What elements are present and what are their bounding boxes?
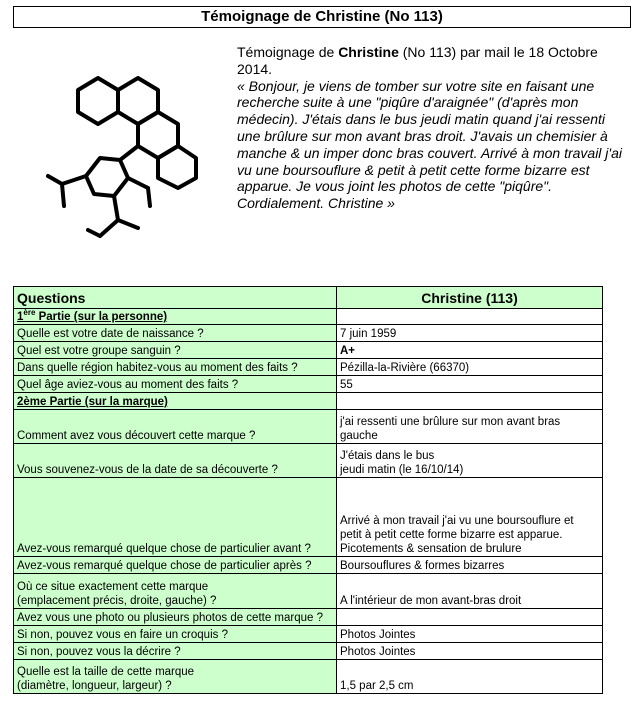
question-cell: Quelle est votre date de naissance ?: [14, 325, 337, 342]
table-row: [14, 574, 603, 609]
question-cell: Quel âge aviez-vous au moment des faits ?: [14, 376, 337, 393]
table-header-row: [14, 287, 603, 309]
table-row: [14, 643, 603, 660]
section-1-title: 1ère Partie (sur la personne): [14, 309, 337, 325]
table-row: [14, 660, 603, 694]
question-cell: Quel est votre groupe sanguin ?: [14, 342, 337, 359]
question-cell: Si non, pouvez vous en faire un croquis ?: [14, 626, 337, 643]
question-cell: Quelle est la taille de cette marque (diamètre, longueur, largeur) ?: [14, 660, 337, 694]
intro-prefix: Témoignage de: [237, 44, 339, 60]
page-title: Témoignage de Christine (No 113): [13, 6, 631, 28]
header-questions: Questions: [14, 287, 337, 309]
section-row: [14, 309, 603, 325]
testimony-quote: « Bonjour, je viens de tomber sur votre site en faisant une recherche suite à une "piqûre d'araignée" (d'après mon médecin). J'étais dans le bus jeudi matin quand j'ai ressenti une brûlure sur mon avant bras droit. J'avais un chemisier à manche & un imper donc bras couvert. Arrivé à mon travail j'ai vu une boursouflure & petit à petit cette forme bizarre est apparue. Je vous joint les photos de cette "piqûre". Cordialement. Christine »: [237, 77, 622, 212]
answer-cell: Boursouflures & formes bizarres: [337, 557, 603, 574]
molecule-illustration: [38, 60, 218, 250]
intro-suffix: (No 113) par mail le 18 Octobre 2014.: [237, 44, 598, 77]
table-row: [14, 359, 603, 376]
answer-cell: Photos Jointes: [337, 626, 603, 643]
answer-cell: Arrivé à mon travail j'ai vu une boursouflure et petit à petit cette forme bizarre est apparue. Picotements & sensation de brulure: [337, 478, 603, 557]
answer-cell: Pézilla-la-Rivière (66370): [337, 359, 603, 376]
question-cell: Avez-vous remarqué quelque chose de particulier avant ?: [14, 478, 337, 557]
answer-cell: j'ai ressenti une brûlure sur mon avant bras gauche: [337, 410, 603, 444]
testimony-intro: [237, 44, 632, 212]
table-row: [14, 410, 603, 444]
table-row: [14, 376, 603, 393]
table-row: [14, 609, 603, 626]
intro-name: Christine: [338, 44, 399, 60]
answer-cell: 7 juin 1959: [337, 325, 603, 342]
answer-cell: 1,5 par 2,5 cm: [337, 660, 603, 694]
answer-cell: 55: [337, 376, 603, 393]
question-cell: Si non, pouvez vous la décrire ?: [14, 643, 337, 660]
answer-cell: [337, 609, 603, 626]
question-cell: Où ce situe exactement cette marque (emplacement précis, droite, gauche) ?: [14, 574, 337, 609]
question-cell: Dans quelle région habitez-vous au moment des faits ?: [14, 359, 337, 376]
answer-cell: Photos Jointes: [337, 643, 603, 660]
section-row: [14, 393, 603, 410]
answer-cell: A l'intérieur de mon avant-bras droit: [337, 574, 603, 609]
question-cell: Vous souvenez-vous de la date de sa découverte ?: [14, 444, 337, 478]
section-2-title: 2ème Partie (sur la marque): [14, 393, 337, 410]
table-row: [14, 626, 603, 643]
answer-cell: J'étais dans le bus jeudi matin (le 16/10/14): [337, 444, 603, 478]
table-row: [14, 444, 603, 478]
questionnaire-table: [13, 286, 603, 694]
question-cell: Avez-vous remarqué quelque chose de particulier après ?: [14, 557, 337, 574]
header-answers: Christine (113): [337, 287, 603, 309]
question-cell: Avez vous une photo ou plusieurs photos de cette marque ?: [14, 609, 337, 626]
table-row: [14, 342, 603, 359]
table-row: [14, 478, 603, 557]
answer-cell: A+: [337, 342, 603, 359]
table-row: [14, 325, 603, 342]
question-cell: Comment avez vous découvert cette marque ?: [14, 410, 337, 444]
table-row: [14, 557, 603, 574]
